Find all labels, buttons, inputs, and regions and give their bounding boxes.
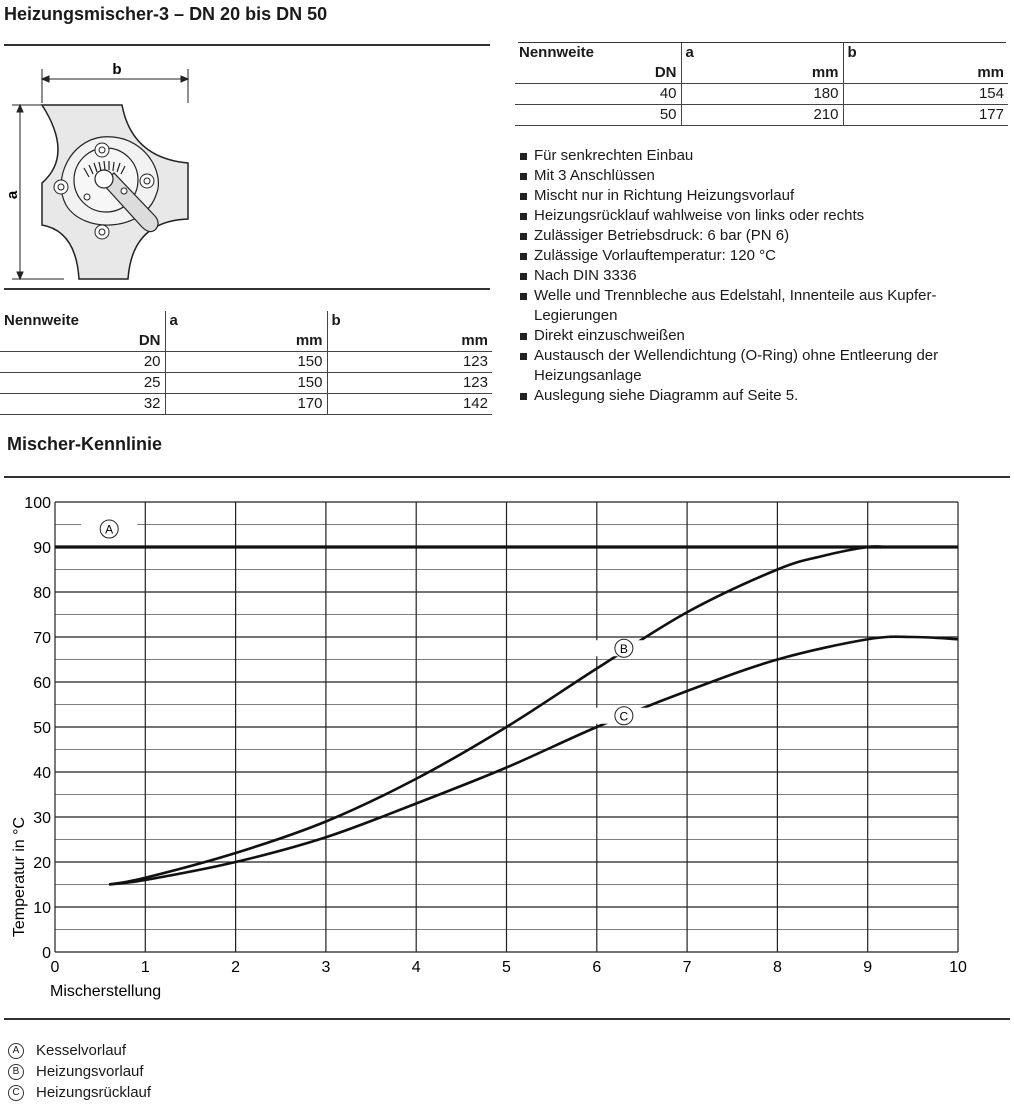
col-header-nennweite: Nennweite	[0, 311, 165, 331]
chart-title: Mischer-Kennlinie	[7, 434, 163, 454]
legend-item	[8, 1040, 151, 1061]
col-header-a: a	[681, 43, 843, 63]
series-line-b	[109, 546, 886, 884]
x-tick-label: 7	[682, 959, 692, 976]
chart-bottom-rule	[4, 1018, 1010, 1020]
x-tick-label: 0	[50, 959, 60, 976]
x-tick-label: 3	[321, 959, 331, 976]
annotation-label: C	[619, 709, 629, 724]
chart-top-rule	[4, 476, 1010, 478]
cell-dn: 32	[0, 394, 165, 415]
list-item: Zulässiger Betriebsdruck: 6 bar (PN 6)	[520, 226, 1006, 246]
legend-marker-c: C	[8, 1085, 24, 1101]
col-header-a: a	[165, 311, 327, 331]
cell-dn: 40	[515, 84, 681, 105]
dimension-table-large	[515, 43, 1008, 126]
cell-b: 177	[843, 105, 1008, 126]
cell-a: 170	[165, 394, 327, 415]
y-tick-label: 20	[33, 855, 51, 872]
legend-text: Heizungsvorlauf	[36, 1063, 144, 1080]
x-tick-label: 8	[772, 959, 782, 976]
legend-marker-a: A	[8, 1043, 24, 1059]
cell-dn: 25	[0, 373, 165, 394]
series-line-c	[109, 637, 958, 885]
unit-mm-a: mm	[165, 331, 327, 352]
table-row	[515, 105, 1008, 126]
unit-mm-b: mm	[327, 331, 492, 352]
table-row	[515, 84, 1008, 105]
legend-item	[8, 1061, 151, 1082]
table-row	[0, 394, 492, 415]
y-tick-label: 80	[33, 585, 51, 602]
y-tick-label: 0	[42, 945, 51, 962]
legend-text: Heizungsrücklauf	[36, 1084, 152, 1101]
y-tick-label: 10	[33, 900, 51, 917]
cell-b: 123	[327, 352, 492, 373]
legend-marker-b: B	[8, 1064, 24, 1080]
y-tick-label: 70	[33, 630, 51, 647]
x-tick-label: 2	[231, 959, 241, 976]
cell-a: 210	[681, 105, 843, 126]
y-tick-label: 50	[33, 720, 51, 737]
chart-legend	[8, 1040, 151, 1103]
cell-a: 180	[681, 84, 843, 105]
y-axis-label: Temperatur in °C	[11, 816, 28, 938]
dimension-table-small	[0, 311, 492, 415]
mixer-drawing	[4, 55, 204, 285]
y-tick-label: 100	[24, 495, 51, 512]
list-item: Direkt einzuschweißen	[520, 326, 1006, 346]
list-item: Nach DIN 3336	[520, 266, 1006, 286]
top-left-rule	[4, 44, 490, 46]
y-tick-label: 30	[33, 810, 51, 827]
mid-left-rule	[4, 288, 490, 290]
legend-item	[8, 1082, 151, 1103]
feature-list	[520, 146, 1006, 406]
x-tick-label: 10	[949, 959, 967, 976]
cell-dn: 50	[515, 105, 681, 126]
x-tick-label: 6	[592, 959, 602, 976]
annotation-label: B	[619, 641, 628, 656]
cell-a: 150	[165, 373, 327, 394]
list-item: Zulässige Vorlauftemperatur: 120 °C	[520, 246, 1006, 266]
y-tick-label: 90	[33, 540, 51, 557]
x-tick-label: 1	[140, 959, 150, 976]
cell-b: 123	[327, 373, 492, 394]
x-tick-label: 9	[863, 959, 873, 976]
list-item: Welle und Trennbleche aus Edelstahl, Innenteile aus Kupfer-Legierungen	[520, 286, 1006, 326]
table-row	[0, 373, 492, 394]
list-item: Heizungsrücklauf wahlweise von links oder rechts	[520, 206, 1006, 226]
x-axis-label: Mischerstellung	[50, 983, 162, 1000]
unit-dn: DN	[0, 331, 165, 352]
list-item: Mit 3 Anschlüssen	[520, 166, 1006, 186]
dim-label-b: b	[112, 61, 122, 78]
cell-b: 142	[327, 394, 492, 415]
annotation-label: A	[105, 522, 114, 537]
col-header-b: b	[847, 44, 857, 61]
y-tick-label: 60	[33, 675, 51, 692]
list-item: Austausch der Wellendichtung (O-Ring) ohne Entleerung der Heizungsanlage	[520, 346, 1006, 386]
page-title: Heizungsmischer-3 – DN 20 bis DN 50	[4, 4, 328, 24]
x-tick-label: 5	[502, 959, 511, 976]
cell-a: 150	[165, 352, 327, 373]
mixer-characteristic-chart	[0, 480, 1014, 1010]
table-row	[0, 352, 492, 373]
legend-text: Kesselvorlauf	[36, 1042, 127, 1059]
unit-dn: DN	[515, 63, 681, 84]
cell-dn: 20	[0, 352, 165, 373]
cell-b: 154	[843, 84, 1008, 105]
col-header-b: b	[331, 312, 341, 329]
list-item: Auslegung siehe Diagramm auf Seite 5.	[520, 386, 1006, 406]
dim-label-a: a	[4, 190, 21, 200]
list-item: Mischt nur in Richtung Heizungsvorlauf	[520, 186, 1006, 206]
x-tick-label: 4	[411, 959, 421, 976]
list-item: Für senkrechten Einbau	[520, 146, 1006, 166]
unit-mm-b: mm	[843, 63, 1008, 84]
col-header-nennweite: Nennweite	[515, 43, 681, 63]
unit-mm-a: mm	[681, 63, 843, 84]
y-tick-label: 40	[33, 765, 51, 782]
